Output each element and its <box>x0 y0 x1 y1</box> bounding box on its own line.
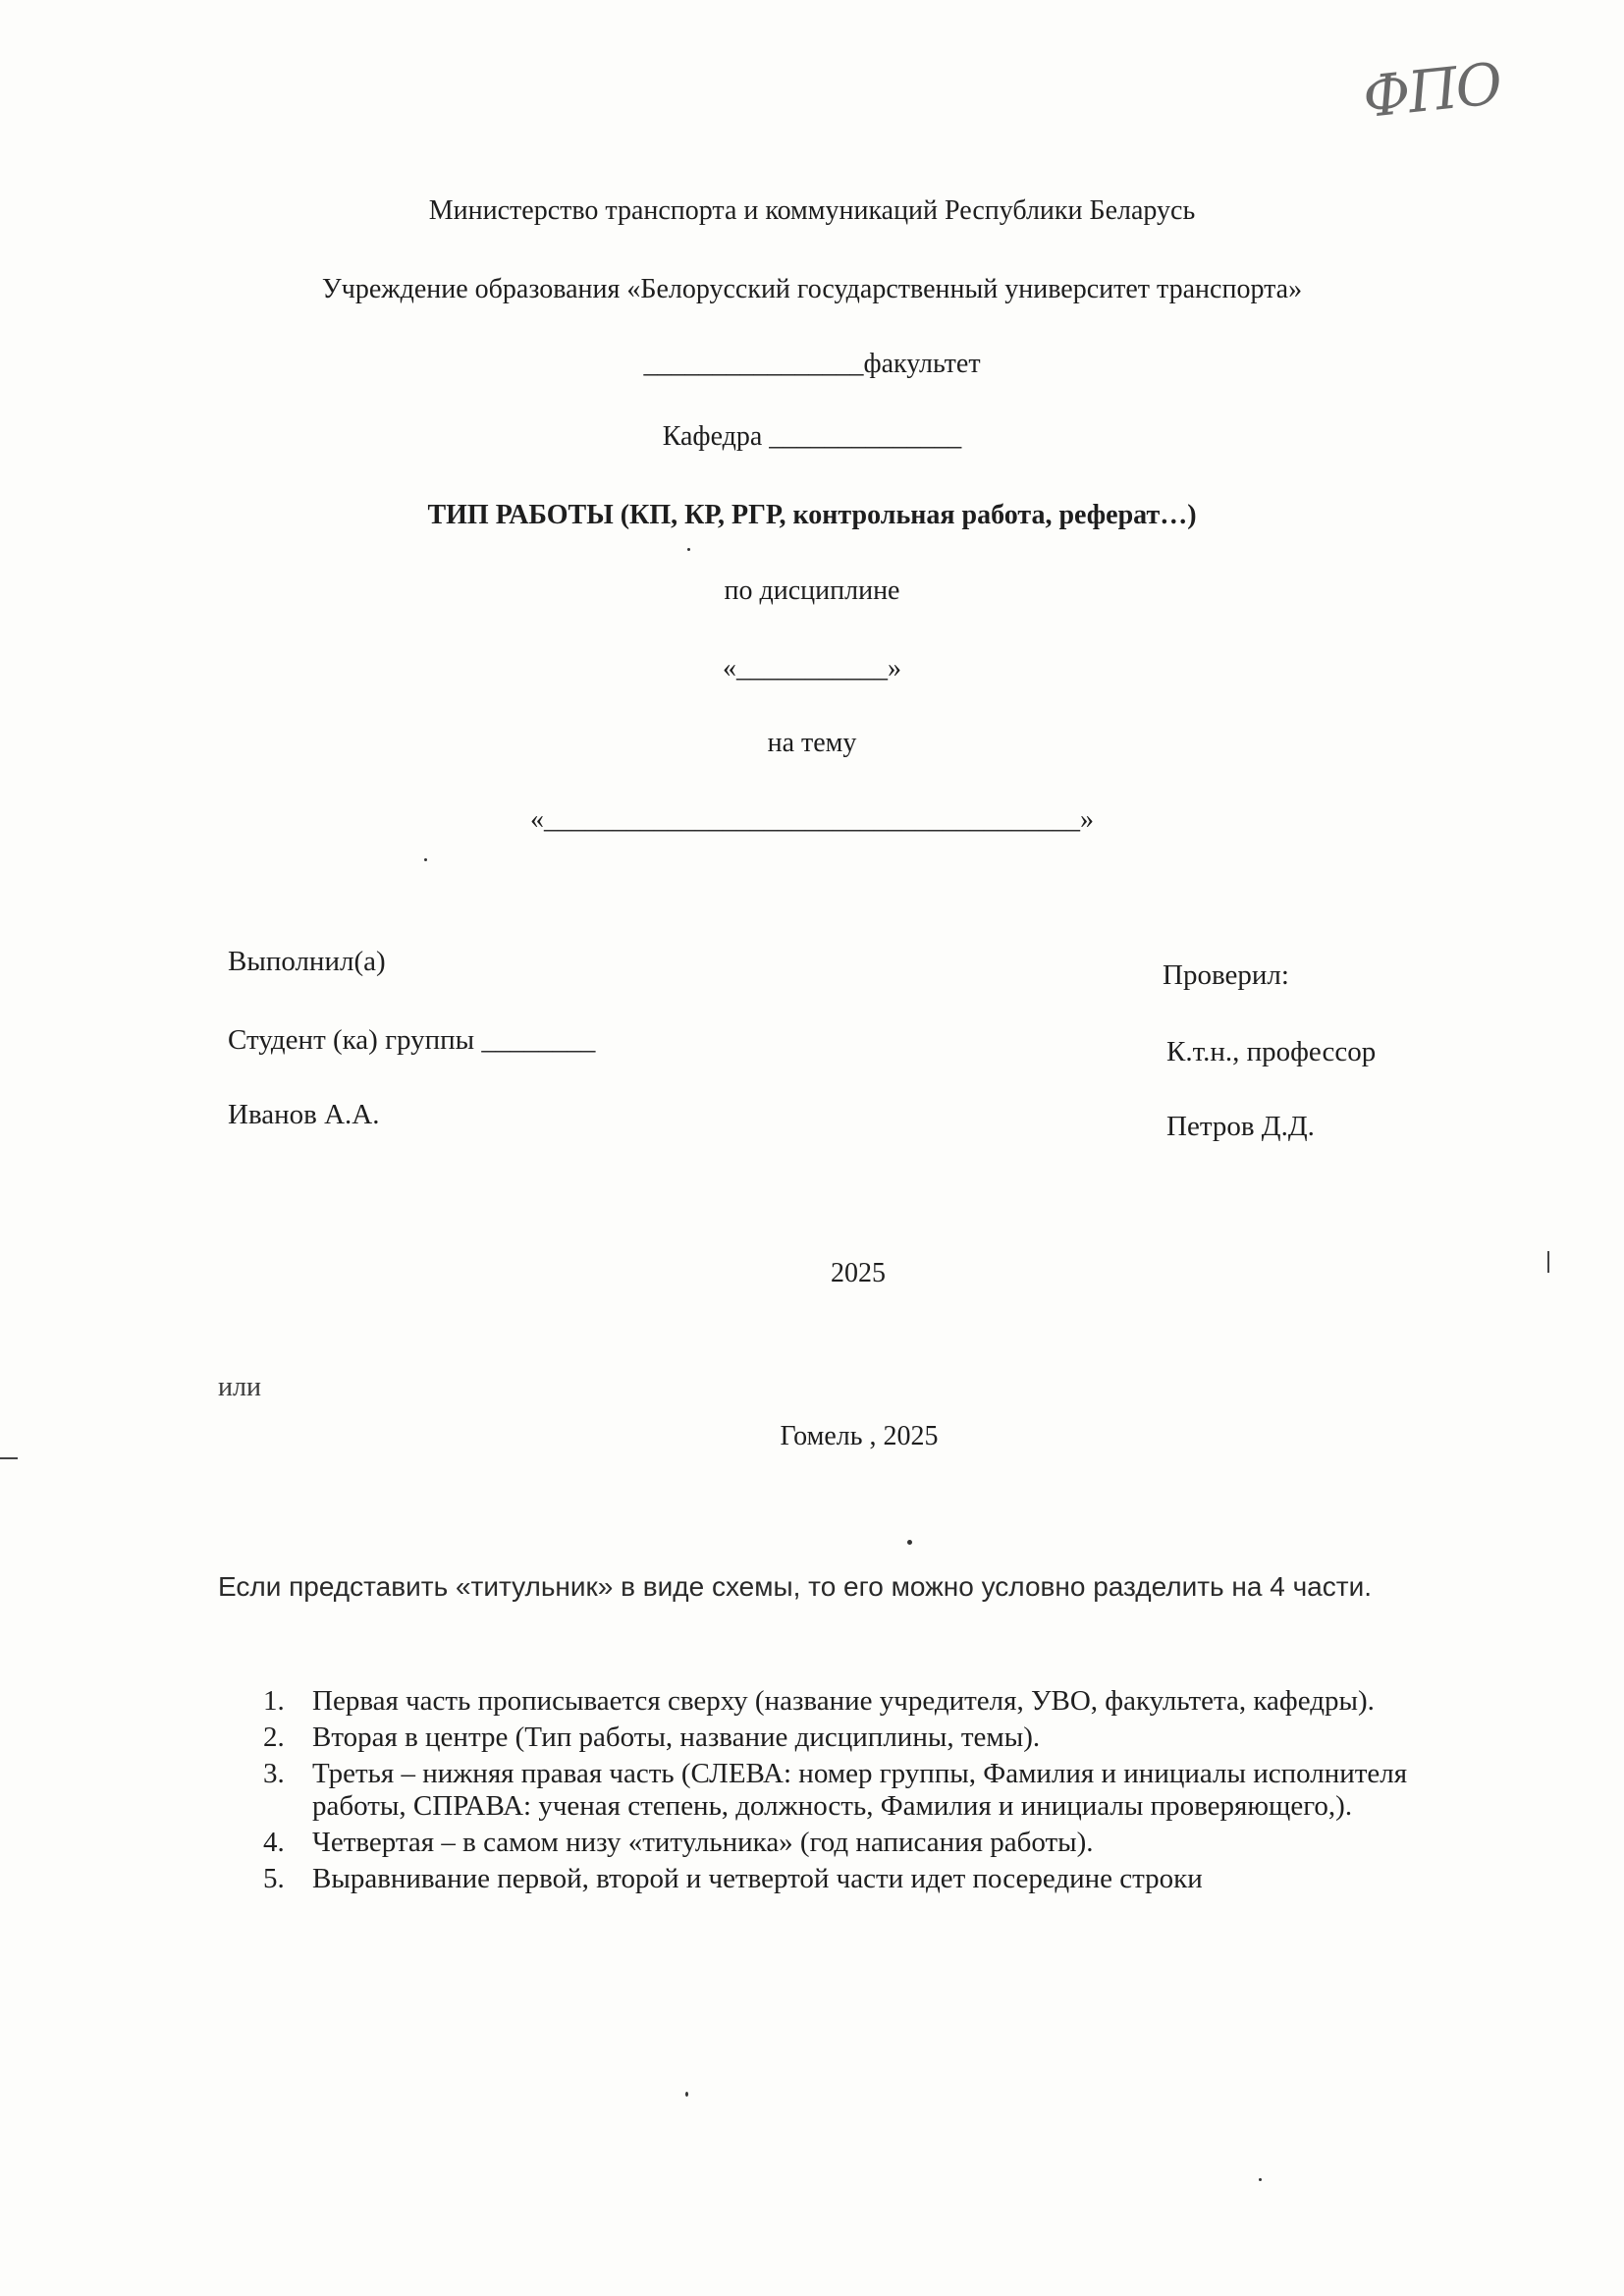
discipline-value: «___________» <box>723 653 901 683</box>
scan-edge-mark <box>1547 1251 1549 1273</box>
handwritten-note: ФПО <box>1359 49 1504 132</box>
or-text: или <box>218 1372 261 1402</box>
reviewer-position: К.т.н., профессор <box>1166 1036 1377 1067</box>
list-item: 4. Четвертая – в самом низу «титульника» (год написания работы). <box>263 1827 1094 1858</box>
scan-speck <box>687 548 690 551</box>
topic-label: на тему <box>767 728 857 758</box>
faculty-line: ________________факультет <box>643 349 981 379</box>
scan-speck <box>685 2092 688 2097</box>
department-line: Кафедра ______________ <box>662 421 962 452</box>
scan-edge-mark <box>0 1457 18 1459</box>
author-name: Иванов А.А. <box>228 1099 380 1130</box>
work-type: ТИП РАБОТЫ (КП, КР, РГР, контрольная работа, реферат…) <box>427 500 1197 530</box>
list-item: 1. Первая часть прописывается сверху (название учредителя, УВО, факультета, кафедры). <box>263 1685 1375 1717</box>
list-item: 3. Третья – нижняя правая часть (СЛЕВА: номер группы, Фамилия и инициалы исполнителя работы, СПРАВА: ученая степень, должность, Фамилия и инициалы проверяющего,). <box>263 1758 1408 1822</box>
topic-value: «_______________________________________» <box>530 804 1094 835</box>
scan-speck <box>907 1540 912 1545</box>
institution-title: Учреждение образования «Белорусский государственный университет транспорта» <box>321 274 1303 304</box>
explanation-intro: Если представить «титульник» в виде схемы, то его можно условно разделить на 4 части. <box>218 1571 1372 1602</box>
explanation-list <box>255 1685 1453 1899</box>
discipline-label: по дисциплине <box>724 575 900 606</box>
year: 2025 <box>831 1258 886 1288</box>
author-label: Выполнил(а) <box>228 946 386 977</box>
scan-speck <box>1259 2178 1262 2181</box>
city-year: Гомель , 2025 <box>780 1421 939 1451</box>
reviewer-name: Петров Д.Д. <box>1166 1111 1315 1142</box>
ministry-title: Министерство транспорта и коммуникаций Республики Беларусь <box>428 195 1196 226</box>
list-item: 2. Вторая в центре (Тип работы, название дисциплины, темы). <box>263 1722 1041 1753</box>
list-item: 5. Выравнивание первой, второй и четвертой части идет посередине строки <box>263 1863 1203 1894</box>
reviewer-label: Проверил: <box>1163 959 1289 991</box>
scan-speck <box>424 858 427 861</box>
author-group: Студент (ка) группы ________ <box>228 1024 596 1056</box>
